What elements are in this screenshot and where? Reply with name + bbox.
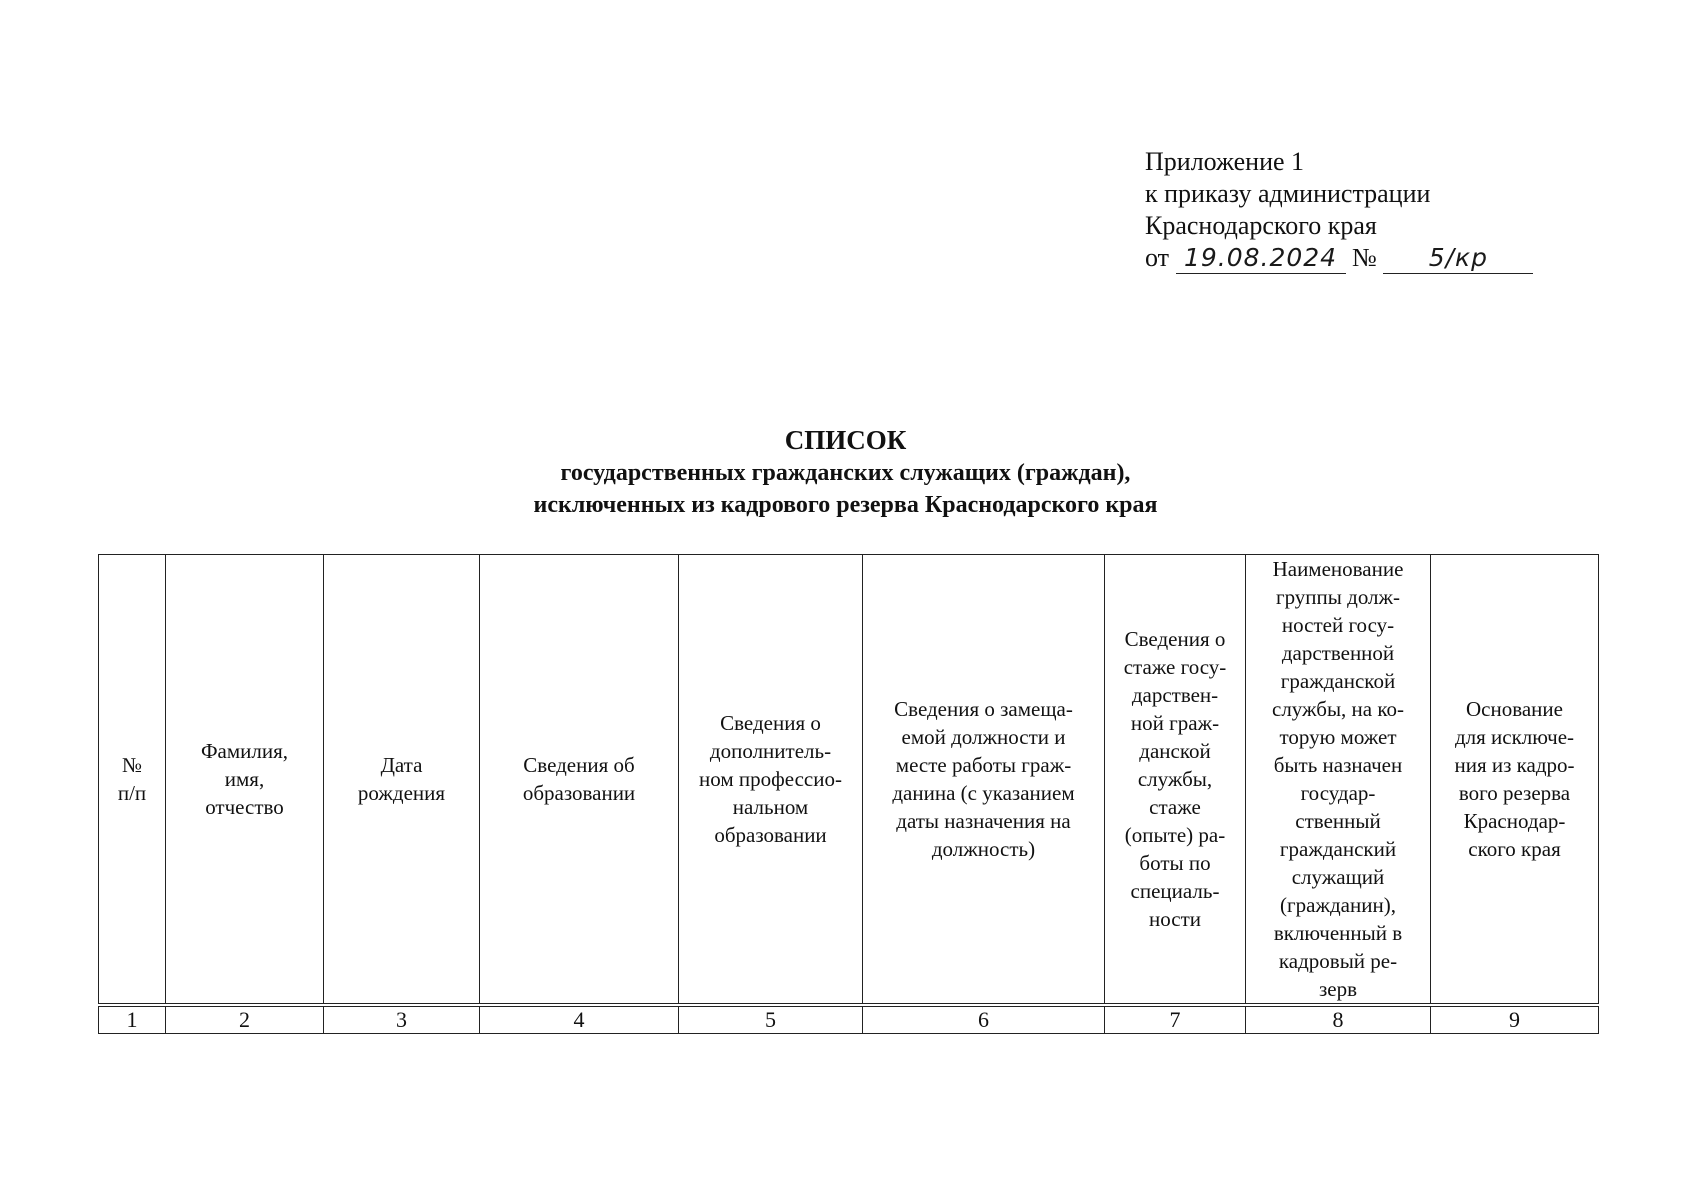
column-number-cell: 6 — [863, 1005, 1105, 1034]
header-label: Сведения о стаже госу- дарствен- ной граж- данской службы, стаже (опыте) ра- боты по специаль- ности — [1123, 627, 1227, 931]
header-label: Фамилия, имя, отчество — [200, 739, 289, 819]
header-cell-exclusion-basis — [1431, 555, 1599, 1006]
header-label: № п/п — [117, 753, 147, 805]
header-cell-position-group — [1246, 555, 1431, 1006]
appendix-block — [1145, 146, 1533, 274]
column-number-cell: 3 — [324, 1005, 480, 1034]
header-cell-current-position — [863, 555, 1105, 1006]
header-cell-education — [480, 555, 679, 1006]
header-label: Сведения о дополнитель- ном профессио- нальном образовании — [699, 711, 842, 847]
handwritten-date: 19.08.2024 — [1176, 243, 1346, 274]
column-number-cell: 2 — [166, 1005, 324, 1034]
column-number-cell: 8 — [1246, 1005, 1431, 1034]
column-number-cell: 9 — [1431, 1005, 1599, 1034]
header-cell-full-name — [166, 555, 324, 1006]
header-label: Наименование группы долж- ностей госу- дарственной гражданской службы, на ко- торую может быть назначен государ- ственный гражданский служащий (гражданин), включенный в кадровый ре- зерв — [1272, 557, 1404, 1001]
table-header-row — [99, 555, 1599, 1006]
column-number-cell: 4 — [480, 1005, 679, 1034]
appendix-line-1: Приложение 1 — [1145, 147, 1305, 176]
appendix-line-3: Краснодарского края — [1145, 211, 1377, 240]
number-prefix: № — [1352, 243, 1377, 272]
header-cell-service-experience — [1105, 555, 1246, 1006]
date-prefix: от — [1145, 243, 1170, 272]
handwritten-number: 5/кр — [1383, 243, 1533, 274]
column-number-cell: 5 — [679, 1005, 863, 1034]
document-title: СПИСОК — [784, 425, 907, 455]
table-row-column-numbers — [99, 1005, 1599, 1034]
header-label: Основание для исключе- ния из кадро- вого резерва Краснодар- ского края — [1454, 697, 1575, 861]
column-number-cell: 7 — [1105, 1005, 1246, 1034]
document-subtitle-line-2: исключенных из кадрового резерва Краснодарского края — [533, 492, 1158, 518]
header-label: Дата рождения — [357, 753, 446, 805]
header-cell-number — [99, 555, 166, 1006]
column-number-cell: 1 — [99, 1005, 166, 1034]
header-label: Сведения о замеща- емой должности и месте работы граж- данина (с указанием даты назначения на должность) — [892, 697, 1075, 861]
appendix-date-line — [1145, 242, 1533, 274]
document-subtitle-line-1: государственных гражданских служащих (граждан), — [560, 460, 1131, 486]
header-cell-birth-date — [324, 555, 480, 1006]
header-label: Сведения об образовании — [522, 753, 636, 805]
header-cell-additional-education — [679, 555, 863, 1006]
appendix-line-2: к приказу администрации — [1145, 179, 1431, 208]
exclusion-table — [98, 554, 1599, 1034]
